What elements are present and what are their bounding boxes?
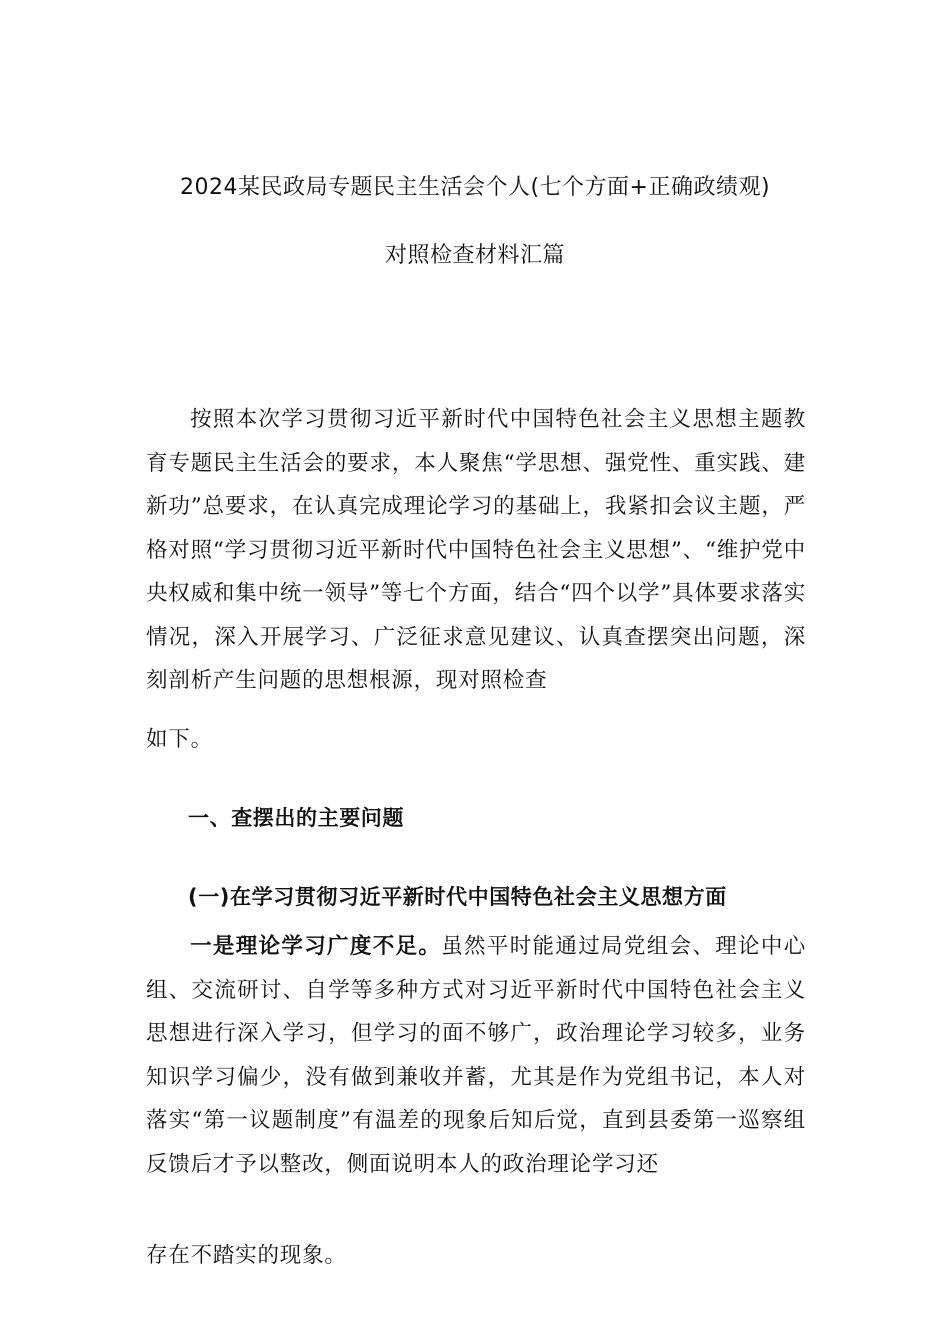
item-1-paragraph bbox=[146, 925, 806, 1186]
item-1-last-line: 存在不踏实的现象。 bbox=[146, 1243, 347, 1268]
section-heading: 一、查摆出的主要问题 bbox=[188, 806, 404, 830]
intro-paragraph: 按照本次学习贯彻习近平新时代中国特色社会主义思想主题教育专题民主生活会的要求，本人聚焦“学思想、强党性、重实践、建新功”总要求，在认真完成理论学习的基础上，我紧扣会议主题，严格对照“学习贯彻习近平新时代中国特色社会主义思想”、“维护党中央权威和集中统一领导”等七个方面，结合“四个以学”具体要求落实情况，深入开展学习、广泛征求意见建议、认真查摆突出问题，深刻剖析产生问题的思想根源，现对照检查 bbox=[146, 407, 806, 693]
document-title-line-2: 对照检查材料汇篇 bbox=[384, 243, 565, 268]
subsection-heading: (一)在学习贯彻习近平新时代中国特色社会主义思想方面 bbox=[188, 885, 727, 909]
item-1-lead: 一是理论学习广度不足。 bbox=[190, 934, 442, 959]
intro-paragraph-last-line: 如下。 bbox=[146, 727, 213, 752]
item-1-body: 虽然平时能通过局党组会、理论中心组、交流研讨、自学等多种方式对习近平新时代中国特色社会主义思想进行深入学习，但学习的面不够广，政治理论学习较多，业务知识学习偏少，没有做到兼收并蓄，尤其是作为党组书记，本人对落实“第一议题制度”有温差的现象后知后觉，直到县委第一巡察组反馈后才予以整改，侧面说明本人的政治理论学习还 bbox=[146, 934, 806, 1177]
document-title-line-1: 2024某民政局专题民主生活会个人(七个方面+正确政绩观) bbox=[179, 175, 771, 200]
